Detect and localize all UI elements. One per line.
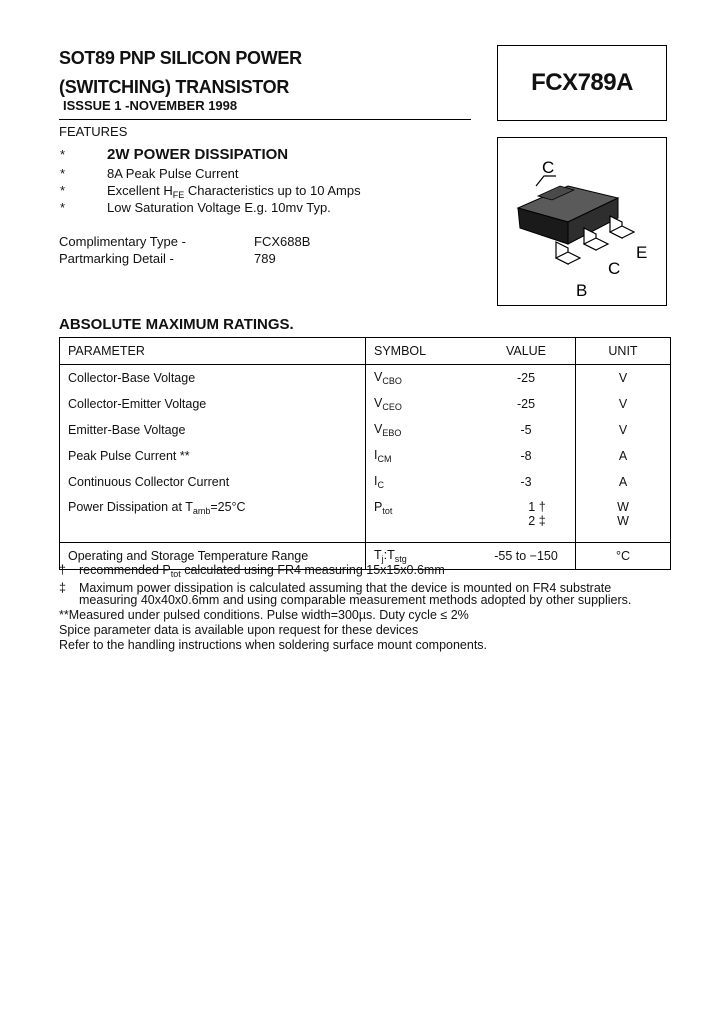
header-unit: UNIT bbox=[576, 338, 671, 365]
footnote-dagger: † recommended $P_{tot}$ calculated using FR4 measuring 15x15x0.6mm bbox=[59, 563, 445, 579]
table-row bbox=[60, 417, 671, 443]
row-symbol: $P_{tot}$ bbox=[374, 500, 393, 516]
row-value: 1 † 2 ‡ bbox=[477, 495, 576, 543]
row-symbol: $T_j:T_{stg}$ bbox=[366, 543, 478, 570]
row-parameter: Emitter-Base Voltage bbox=[60, 417, 366, 443]
feature-text: 2W POWER DISSIPATION bbox=[107, 146, 289, 163]
row-symbol: $V_{CBO}$ bbox=[374, 370, 402, 386]
table-header-row bbox=[60, 338, 671, 365]
hfe-symbol: Excellent H bbox=[107, 183, 173, 198]
feature-text bbox=[107, 183, 361, 200]
pin-label-c-top: C bbox=[542, 158, 555, 177]
row-parameter: Power Dissipation at $T_{amb}=25^\circ C$ bbox=[60, 495, 366, 543]
package-diagram bbox=[497, 137, 667, 306]
issue-date: ISSSUE 1 -NOVEMBER 1998 bbox=[63, 98, 238, 113]
bullet: * bbox=[60, 147, 66, 162]
complimentary-value: FCX688B bbox=[254, 234, 311, 249]
table-row bbox=[60, 469, 671, 495]
table-row bbox=[60, 495, 671, 543]
feature-text: Low Saturation Voltage E.g. 10mv Typ. bbox=[107, 200, 331, 215]
table-row bbox=[60, 365, 671, 392]
pin-label-e: E bbox=[636, 243, 648, 262]
bullet: * bbox=[60, 166, 66, 181]
row-parameter: Continuous Collector Current bbox=[60, 469, 366, 495]
hfe-text: Characteristics up to 10 Amps bbox=[184, 183, 361, 198]
row-value: -25 bbox=[477, 365, 576, 392]
row-symbol: $I_C$ bbox=[374, 474, 384, 490]
feature-text: 8A Peak Pulse Current bbox=[107, 166, 239, 181]
footnotes bbox=[59, 564, 659, 651]
row-unit: °C bbox=[576, 543, 671, 570]
row-value: -5 bbox=[477, 417, 576, 443]
bullet: * bbox=[60, 200, 66, 215]
title-line-2: (SWITCHING) TRANSISTOR bbox=[59, 77, 290, 97]
header-value: VALUE bbox=[477, 338, 576, 365]
bullet: * bbox=[60, 183, 66, 198]
row-value: -25 bbox=[477, 391, 576, 417]
hfe-subscript: FE bbox=[172, 190, 185, 200]
features-heading: FEATURES bbox=[59, 124, 128, 139]
row-parameter: Peak Pulse Current ** bbox=[60, 443, 366, 469]
feature-item bbox=[60, 147, 460, 165]
row-value: -8 bbox=[477, 443, 576, 469]
header-parameter: PARAMETER bbox=[60, 338, 366, 365]
title-line-1: SOT89 PNP SILICON POWER bbox=[59, 48, 302, 68]
row-unit: A bbox=[576, 469, 671, 495]
part-number-box bbox=[497, 45, 667, 121]
ratings-table bbox=[59, 337, 671, 570]
header-symbol: SYMBOL bbox=[366, 338, 478, 365]
footnote-pulsed: **Measured under pulsed conditions. Pulse width=300µs. Duty cycle ≤ 2% bbox=[59, 608, 469, 622]
feature-item bbox=[60, 183, 480, 201]
partmarking-value: 789 bbox=[254, 251, 276, 266]
row-value: -55 to −150 bbox=[477, 543, 576, 570]
row-unit: V bbox=[576, 365, 671, 392]
row-parameter: Collector-Emitter Voltage bbox=[60, 391, 366, 417]
pin-label-c: C bbox=[608, 259, 621, 278]
footnote-double-dagger: ‡ Maximum power dissipation is calculated assuming that the device is mounted on FR4 substrate measuring 40x40x0.6mm and using comparable measurement methods adopted by other suppliers. bbox=[59, 581, 632, 607]
part-number: FCX789A bbox=[531, 69, 633, 96]
row-unit: A bbox=[576, 443, 671, 469]
spice-note: Spice parameter data is available upon request for these devices bbox=[59, 623, 419, 637]
row-symbol: $I_{CM}$ bbox=[374, 448, 392, 464]
ratings-heading: ABSOLUTE MAXIMUM RATINGS. bbox=[59, 316, 294, 333]
row-value: -3 bbox=[477, 469, 576, 495]
handling-note: Refer to the handling instructions when soldering surface mount components. bbox=[59, 638, 488, 652]
row-unit: V bbox=[576, 417, 671, 443]
table-row bbox=[60, 443, 671, 469]
sot89-package-icon bbox=[498, 138, 666, 305]
feature-item bbox=[60, 200, 480, 218]
pin-label-b: B bbox=[576, 281, 588, 300]
row-unit: V bbox=[576, 391, 671, 417]
feature-item bbox=[60, 166, 460, 184]
row-symbol: $V_{EBO}$ bbox=[374, 422, 402, 438]
row-symbol: $V_{CEO}$ bbox=[374, 396, 402, 412]
partmarking-label: Partmarking Detail - bbox=[59, 251, 174, 266]
row-parameter: Collector-Base Voltage bbox=[60, 365, 366, 392]
table-row bbox=[60, 391, 671, 417]
complimentary-label: Complimentary Type - bbox=[59, 234, 186, 249]
header-rule bbox=[59, 119, 471, 120]
row-parameter: Operating and Storage Temperature Range bbox=[60, 543, 366, 570]
row-unit: W W bbox=[576, 495, 671, 543]
